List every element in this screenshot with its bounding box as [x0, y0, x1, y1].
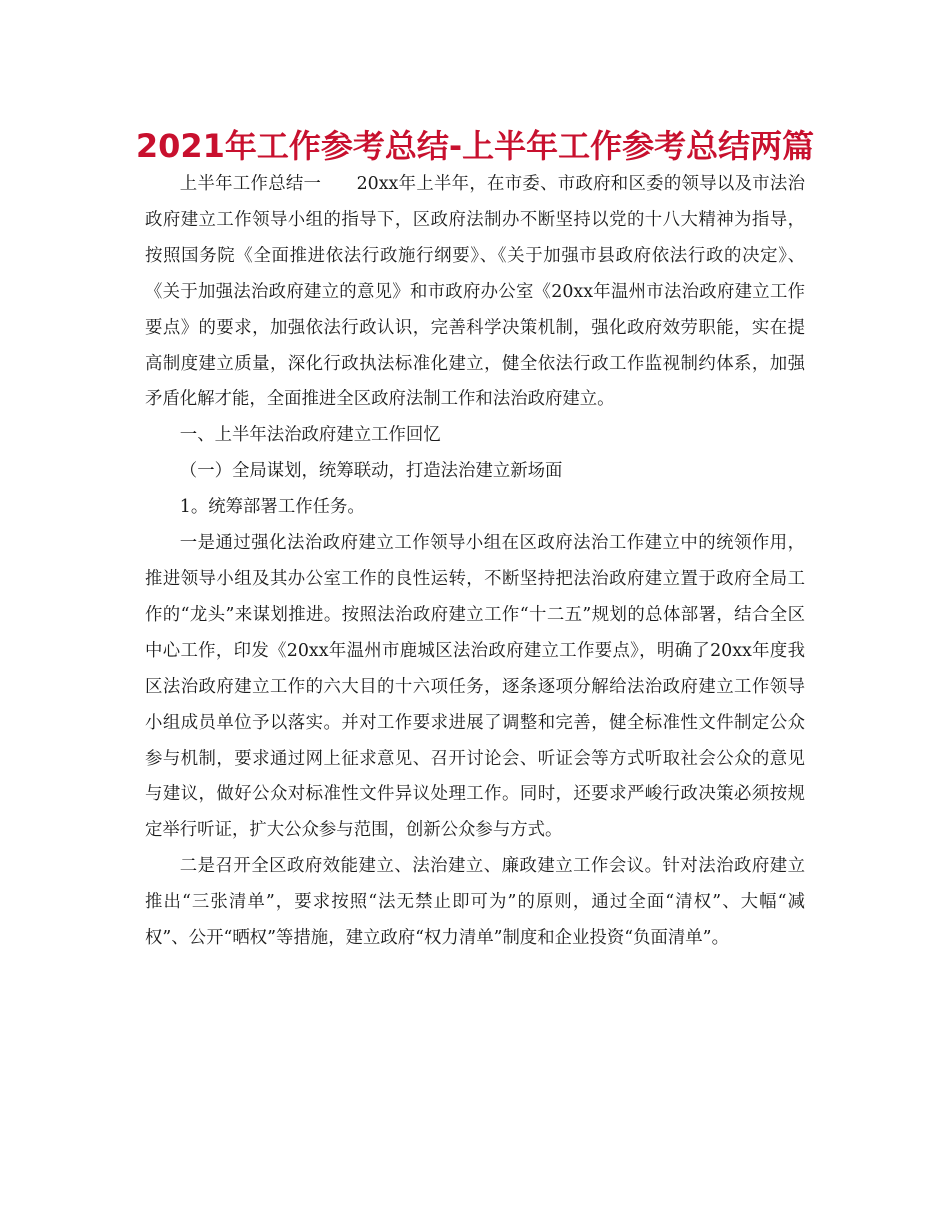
- document-body: [145, 167, 805, 957]
- subsection-heading-overall-planning: （一）全局谋划，统筹联动，打造法治建立新场面: [179, 461, 563, 482]
- item-heading-deploy-tasks: 1。统筹部署工作任务。: [179, 497, 365, 518]
- paragraph-intro: 上半年工作总结一 20xx年上半年，在市委、市政府和区委的领导以及市法治政府建立工作领导小组的指导下，区政府法制办不断坚持以党的十八大精神为指导，按照国务院《全面推进依法行政施行纲要》、《关于加强市县政府依法行政的决定》、《关于加强法治政府建立的意见》和市政府办公室《20xx年温州市法治政府建立工作要点》的要求，加强依法行政认识，完善科学决策机制，强化政府效劳职能，实在提高制度建立质量，深化行政执法标准化建立，健全依法行政工作监视制约体系，加强矛盾化解才能，全面推进全区政府法制工作和法治政府建立。: [145, 174, 805, 410]
- paragraph-second-measure: 二是召开全区政府效能建立、法治建立、廉政建立工作会议。针对法治政府建立推出“三张清单”，要求按照“法无禁止即可为”的原则，通过全面“清权”、大幅“减权”、公开“晒权”等措施，建立政府“权力清单”制度和企业投资“负面清单”。: [145, 856, 805, 949]
- document-title: 2021年工作参考总结-上半年工作参考总结两篇: [135, 127, 815, 165]
- section-heading-review: 一、上半年法治政府建立工作回忆: [179, 425, 441, 446]
- paragraph-first-measure: 一是通过强化法治政府建立工作领导小组在区政府法治工作建立中的统领作用，推进领导小组及其办公室工作的良性运转，不断坚持把法治政府建立置于政府全局工作的“龙头”来谋划推进。按照法治政府建立工作“十二五”规划的总体部署，结合全区中心工作，印发《20xx年温州市鹿城区法治政府建立工作要点》，明确了20xx年度我区法治政府建立工作的六大目的十六项任务，逐条逐项分解给法治政府建立工作领导小组成员单位予以落实。并对工作要求进展了调整和完善，健全标准性文件制定公众参与机制，要求通过网上征求意见、召开讨论会、听证会等方式听取社会公众的意见与建议，做好公众对标准性文件异议处理工作。同时，还要求严峻行政决策必须按规定举行听证，扩大公众参与范围，创新公众参与方式。: [145, 533, 805, 841]
